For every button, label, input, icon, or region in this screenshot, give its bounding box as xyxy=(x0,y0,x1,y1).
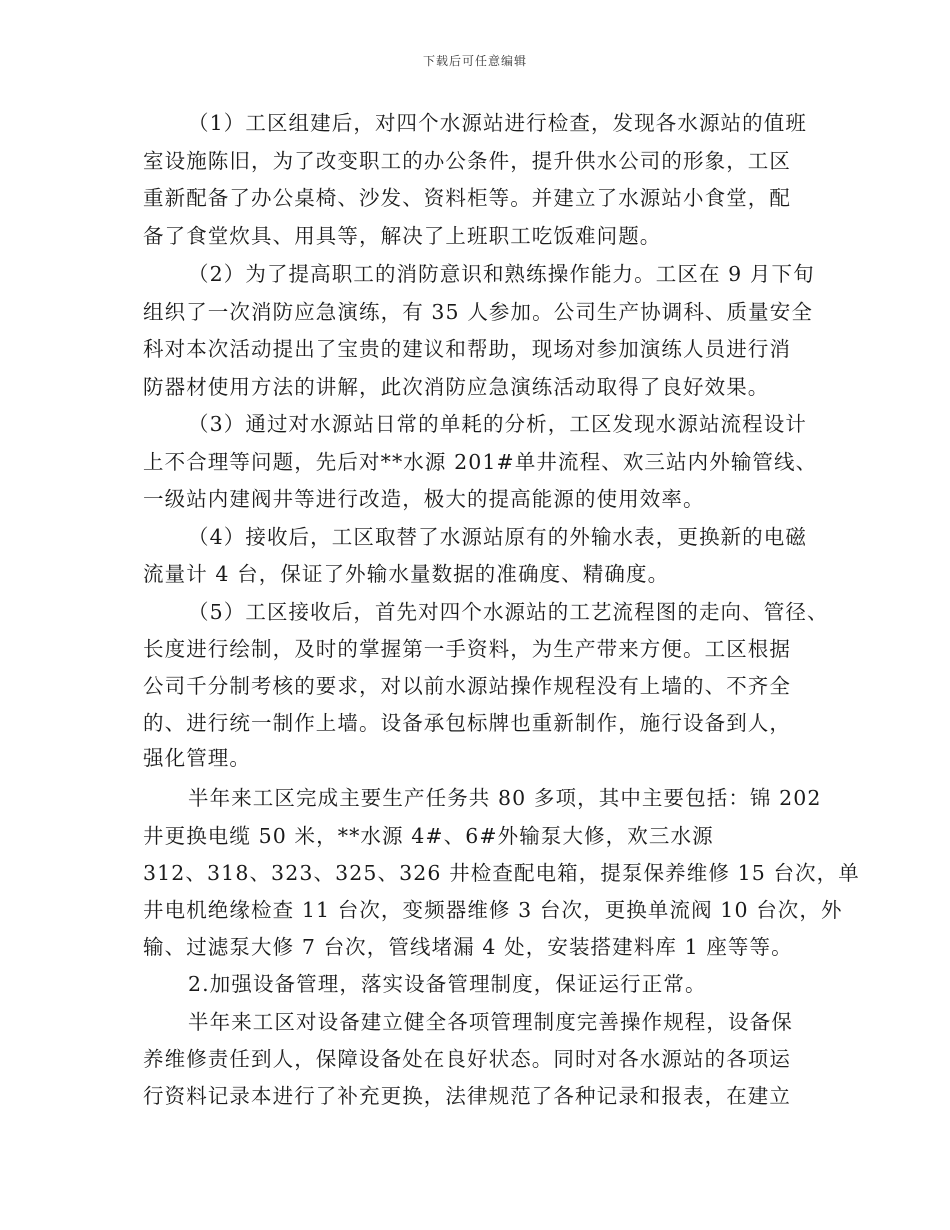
paragraph-1-line-3: 重新配备了办公桌椅、沙发、资料柜等。并建立了水源站小食堂，配 xyxy=(143,186,791,210)
section-heading: 2.加强设备管理，落实设备管理制度，保证运行正常。 xyxy=(188,972,707,996)
paragraph-6-line-2: 井更换电缆 50 米，**水源 4#、6#外输泵大修，欢三水源 xyxy=(143,824,714,848)
paragraph-2-line-3: 科对本次活动提出了宝贵的建议和帮助，现场对参加演练人员进行消 xyxy=(143,337,791,361)
paragraph-5-line-4: 的、进行统一制作上墙。设备承包标牌也重新制作，施行设备到人， xyxy=(143,711,791,735)
paragraph-7-line-2: 养维修责任到人，保障设备处在良好状态。同时对各水源站的各项运 xyxy=(143,1047,791,1071)
paragraph-6-line-4: 井电机绝缘检查 11 台次，变频器维修 3 台次，更换单流阀 10 台次，外 xyxy=(143,898,843,922)
paragraph-7-line-1: 半年来工区对设备建立健全各项管理制度完善操作规程，设备保 xyxy=(188,1010,793,1034)
paragraph-5-line-1: （5）工区接收后，首先对四个水源站的工艺流程图的走向、管径、 xyxy=(188,600,829,624)
paragraph-6-line-1: 半年来工区完成主要生产任务共 80 多项，其中主要包括：锦 202 xyxy=(188,786,822,810)
paragraph-3-line-2: 上不合理等问题，先后对**水源 201#单井流程、欢三站内外输管线、 xyxy=(143,450,818,474)
paragraph-5-line-2: 长度进行绘制，及时的掌握第一手资料，为生产带来方便。工区根据 xyxy=(143,637,791,661)
paragraph-6-line-5: 输、过滤泵大修 7 台次，管线堵漏 4 处，安装搭建料库 1 座等等。 xyxy=(143,935,793,959)
paragraph-4-line-1: （4）接收后，工区取替了水源站原有的外输水表，更换新的电磁 xyxy=(188,525,807,549)
paragraph-1-line-1: （1）工区组建后，对四个水源站进行检查，发现各水源站的值班 xyxy=(188,111,807,135)
paragraph-3-line-3: 一级站内建阀井等进行改造，极大的提高能源的使用效率。 xyxy=(143,487,705,511)
paragraph-2-line-4: 防器材使用方法的讲解，此次消防应急演练活动取得了良好效果。 xyxy=(143,375,770,399)
paragraph-5-line-3: 公司千分制考核的要求，对以前水源站操作规程没有上墙的、不齐全 xyxy=(143,674,791,698)
paragraph-7-line-3: 行资料记录本进行了补充更换，法律规范了各种记录和报表，在建立 xyxy=(143,1084,791,1108)
paragraph-4-line-2: 流量计 4 台，保证了外输水量数据的准确度、精确度。 xyxy=(143,562,670,586)
paragraph-1-line-4: 备了食堂炊具、用具等，解决了上班职工吃饭难问题。 xyxy=(143,224,662,248)
paragraph-1-line-2: 室设施陈旧，为了改变职工的办公条件，提升供水公司的形象，工区 xyxy=(143,149,791,173)
page-header: 下载后可任意编辑 xyxy=(422,54,527,68)
paragraph-2-line-1: （2）为了提高职工的消防意识和熟练操作能力。工区在 9 月下旬 xyxy=(188,262,815,286)
paragraph-5-line-5: 强化管理。 xyxy=(143,746,251,770)
paragraph-2-line-2: 组织了一次消防应急演练，有 35 人参加。公司生产协调科、质量安全 xyxy=(143,300,813,324)
paragraph-6-line-3: 312、318、323、325、326 井检查配电箱，提泵保养维修 15 台次，单 xyxy=(143,861,860,885)
paragraph-3-line-1: （3）通过对水源站日常的单耗的分析，工区发现水源站流程设计 xyxy=(188,412,807,436)
